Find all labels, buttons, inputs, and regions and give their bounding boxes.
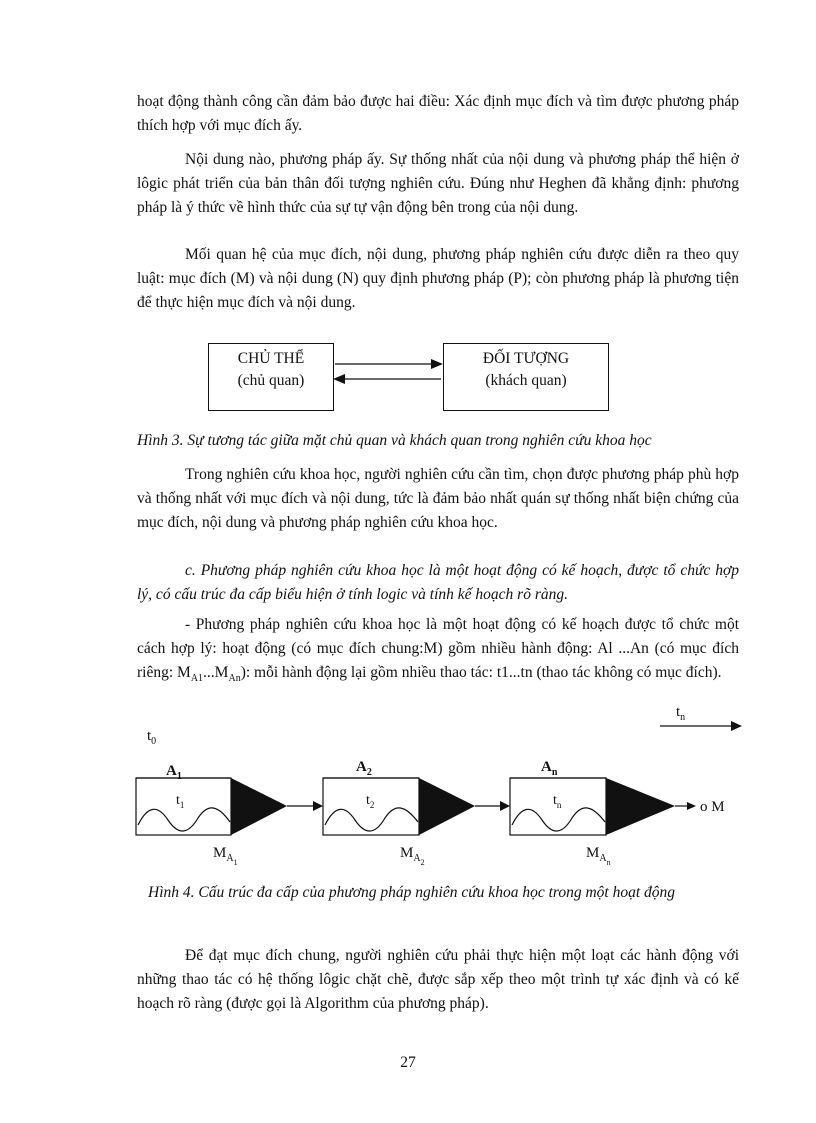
block-1-goal-label: $M_{A1}$ bbox=[213, 845, 238, 867]
block-1-operation-label: $t_1$ bbox=[176, 793, 185, 810]
block-n-goal-triangle bbox=[606, 778, 675, 835]
subscript-an: An bbox=[228, 673, 241, 685]
block-2-goal-triangle bbox=[419, 778, 475, 835]
paragraph-4: Trong nghiên cứu khoa học, người nghiên cứu cần tìm, chọn được phương pháp phù hợp và thống nhất với mục đích và nội dung, tức là đảm bảo nhất quán sự thống nhất biện chứng của mục đích, nội dung và phương pháp nghiên cứu khoa học. bbox=[137, 466, 739, 531]
block-2-operation-label: $t_2$ bbox=[366, 793, 375, 810]
object-title: ĐỐI TƯỢNG bbox=[482, 350, 570, 367]
action-block-1 bbox=[136, 763, 287, 867]
paragraph-6-part-a: - Phương pháp nghiên cứu khoa học là một hoạt động có kế hoạch được tổ chức một cách hợp lý: hoạt động (có mục đích chung:M) gồm nhiều hành động: Al ...An (có mục đích riêng: M bbox=[137, 616, 739, 681]
block-n-goal-label: $M_{An}$ bbox=[586, 845, 611, 867]
paragraph-7: Để đạt mục đích chung, người nghiên cứu phải thực hiện một loạt các hành động với những thao tác có hệ thống lôgic chặt chẽ, được sắp xếp theo một trình tự xác định và có kế hoạch rõ ràng (được gọi là Algorithm của phương pháp). bbox=[137, 947, 739, 1012]
paragraph-6 bbox=[137, 613, 739, 691]
t0-label: $t_0$ bbox=[147, 728, 157, 747]
object-box bbox=[443, 343, 609, 411]
arrowhead-left bbox=[333, 374, 345, 384]
arrowhead-right bbox=[431, 359, 443, 369]
overall-goal-label: o M bbox=[700, 799, 725, 815]
paragraph-5: c. Phương pháp nghiên cứu khoa học là một hoạt động có kế hoạch, được tổ chức hợp lý, có cấu trúc đa cấp biểu hiện ở tính logic và tính kế hoạch rõ ràng. bbox=[137, 562, 739, 603]
action-block-2 bbox=[323, 759, 475, 867]
paragraph-2: Nội dung nào, phương pháp ấy. Sự thống nhất của nội dung và phương pháp thể hiện ở lôgic phát triển của bản thân đối tượng nghiên cứu. Đúng như Heghen đã khẳng định: phương pháp là ý thức về hình thức của sự tự vận động bên trong của nội dung. bbox=[137, 151, 739, 216]
subscript-a1: A1 bbox=[190, 673, 204, 685]
block-1-goal-triangle bbox=[231, 778, 287, 835]
block-2-goal-label: $M_{A2}$ bbox=[400, 845, 425, 867]
block-n-action-label: $A_n$ bbox=[541, 759, 558, 778]
figure-4-diagram bbox=[130, 700, 760, 870]
operation-wave-n bbox=[512, 808, 605, 831]
operation-wave-1 bbox=[138, 808, 230, 831]
paragraph-3: Mối quan hệ của mục đích, nội dung, phương pháp nghiên cứu được diễn ra theo quy luật: mục đích (M) và nội dung (N) quy định phương pháp (P); còn phương pháp là phương tiện để thực hiện mục đích và nội dung. bbox=[137, 246, 739, 311]
block-2-action-label: $A_2$ bbox=[356, 759, 372, 778]
subject-title: CHỦ THỂ bbox=[237, 350, 305, 367]
action-block-n bbox=[510, 759, 675, 867]
time-arrowhead bbox=[731, 721, 742, 731]
page-number: 27 bbox=[400, 1054, 416, 1071]
block-n-operation-label: $t_n$ bbox=[553, 793, 562, 810]
subject-box bbox=[208, 343, 334, 411]
paragraph-6-dots: ...M bbox=[203, 664, 229, 681]
tn-label: $t_n$ bbox=[676, 704, 686, 723]
paragraph-1: hoạt động thành công cần đảm bảo được hai điều: Xác định mục đích và tìm được phương pháp thích hợp với mục đích ấy. bbox=[137, 93, 739, 134]
figure-3-caption: Hình 3. Sự tương tác giữa mặt chủ quan và khách quan trong nghiên cứu khoa học bbox=[137, 432, 652, 449]
object-subtitle: (khách quan) bbox=[485, 372, 567, 389]
operation-wave-2 bbox=[325, 808, 418, 831]
block-1-action-label: $A_1$ bbox=[166, 763, 182, 782]
figure-4-caption: Hình 4. Cấu trúc đa cấp của phương pháp nghiên cứu khoa học trong một hoạt động bbox=[148, 884, 676, 901]
subject-subtitle: (chủ quan) bbox=[237, 372, 305, 389]
paragraph-6-part-b: ): mỗi hành động lại gồm nhiều thao tác: t1...tn (thao tác không có mục đích). bbox=[240, 664, 722, 681]
interaction-arrows bbox=[333, 343, 444, 409]
